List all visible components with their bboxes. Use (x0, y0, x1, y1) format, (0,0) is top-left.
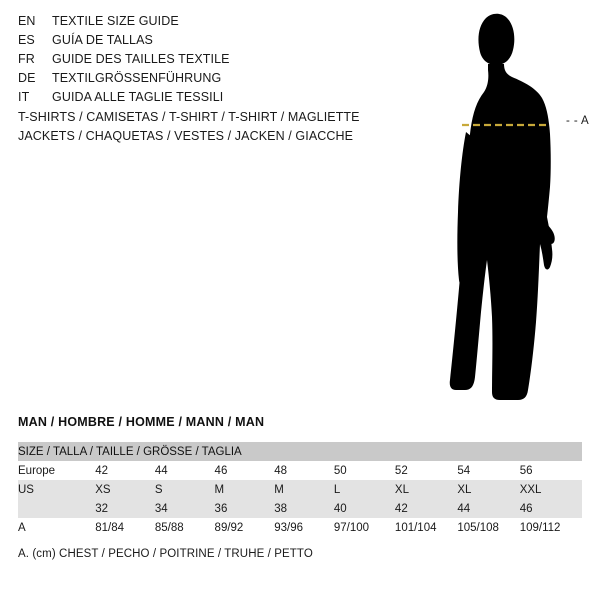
silhouette-icon (400, 12, 600, 407)
language-list (18, 14, 418, 109)
cell: 81/84 (95, 518, 155, 537)
language-text: GUIDE DES TAILLES TEXTILE (52, 52, 230, 66)
marker-dash: - - (566, 115, 579, 127)
cell: 40 (334, 499, 395, 518)
cell: 42 (95, 461, 155, 480)
language-code: ES (18, 33, 35, 47)
cell: 36 (215, 499, 275, 518)
table-header-label: SIZE / TALLA / TAILLE / GRÖSSE / TAGLIA (18, 442, 582, 461)
cell: 56 (520, 461, 582, 480)
row-label: Europe (18, 461, 95, 480)
language-code: IT (18, 90, 30, 104)
row-label: US (18, 480, 95, 499)
language-row (18, 33, 418, 52)
cell: 54 (457, 461, 519, 480)
category-jackets: JACKETS / CHAQUETAS / VESTES / JACKEN / GIACCHE (18, 129, 354, 143)
cell: XXL (520, 480, 582, 499)
language-row (18, 14, 418, 33)
table-row (18, 461, 582, 480)
cell: 93/96 (274, 518, 334, 537)
size-table (18, 442, 582, 537)
cell: S (155, 480, 215, 499)
table-row (18, 518, 582, 537)
cell: L (334, 480, 395, 499)
language-row (18, 52, 418, 71)
language-row (18, 90, 418, 109)
language-text: TEXTILE SIZE GUIDE (52, 14, 179, 28)
cell: 109/112 (520, 518, 582, 537)
category-list (18, 110, 360, 148)
cell: 101/104 (395, 518, 457, 537)
table-header-row (18, 442, 582, 461)
cell: 42 (395, 499, 457, 518)
cell: 48 (274, 461, 334, 480)
marker-letter: A (581, 115, 590, 127)
cell: M (215, 480, 275, 499)
language-code: FR (18, 52, 35, 66)
cell: XS (95, 480, 155, 499)
language-row (18, 71, 418, 90)
cell: XL (395, 480, 457, 499)
cell: M (274, 480, 334, 499)
cell: XL (457, 480, 519, 499)
cell: 52 (395, 461, 457, 480)
category-tshirts: T-SHIRTS / CAMISETAS / T-SHIRT / T-SHIRT / MAGLIETTE (18, 110, 360, 124)
cell: 32 (95, 499, 155, 518)
cell: 97/100 (334, 518, 395, 537)
table-row (18, 499, 582, 518)
cell: 44 (155, 461, 215, 480)
language-code: DE (18, 71, 36, 85)
cell: 34 (155, 499, 215, 518)
language-text: TEXTILGRÖSSENFÜHRUNG (52, 71, 222, 85)
table-footnote: A. (cm) CHEST / PECHO / POITRINE / TRUHE / PETTO (18, 548, 313, 560)
language-text: GUÍA DE TALLAS (52, 33, 153, 47)
table-row (18, 480, 582, 499)
cell: 46 (520, 499, 582, 518)
language-code: EN (18, 14, 36, 28)
cell: 85/88 (155, 518, 215, 537)
row-label: A (18, 518, 95, 537)
cell: 44 (457, 499, 519, 518)
measurement-marker-a (566, 115, 589, 127)
cell: 38 (274, 499, 334, 518)
cell: 46 (215, 461, 275, 480)
cell: 105/108 (457, 518, 519, 537)
male-figure (400, 12, 600, 407)
row-label (18, 499, 95, 518)
language-text: GUIDA ALLE TAGLIE TESSILI (52, 90, 224, 104)
cell: 89/92 (215, 518, 275, 537)
cell: 50 (334, 461, 395, 480)
table-title: MAN / HOMBRE / HOMME / MANN / MAN (18, 415, 265, 429)
